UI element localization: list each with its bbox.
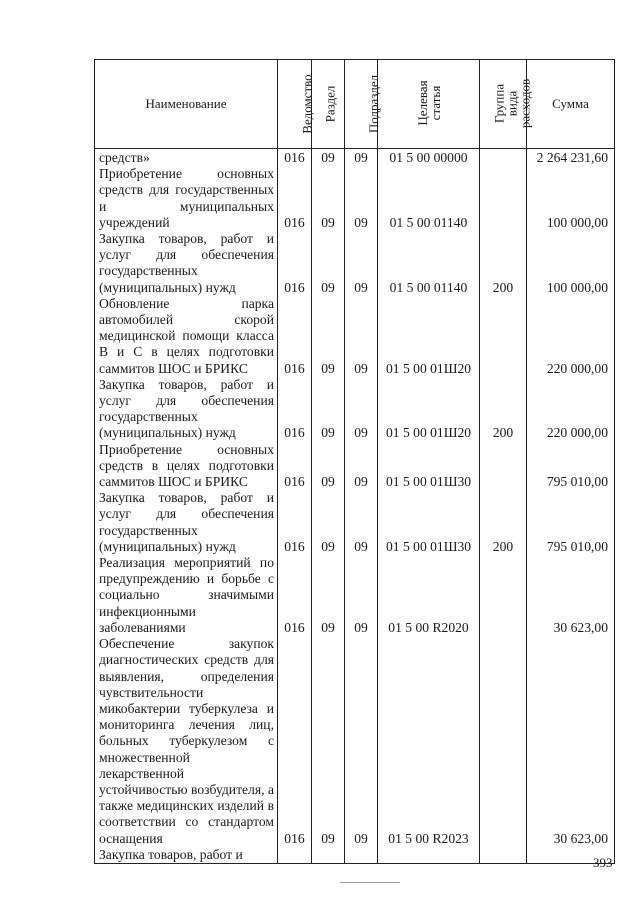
row-gruppa <box>480 149 527 167</box>
table-row <box>95 555 615 636</box>
row-gruppa <box>480 636 527 847</box>
row-vedomstvo: 016 <box>278 636 312 847</box>
row-summa: 100 000,00 <box>527 166 615 231</box>
row-summa: 100 000,00 <box>527 231 615 296</box>
row-name: средств» <box>95 149 278 167</box>
row-razdel <box>312 847 345 864</box>
row-name: Закупка товаров, работ и услуг для обеспечения государственных (муниципальных) нужд <box>95 490 278 555</box>
row-vedomstvo: 016 <box>278 490 312 555</box>
row-vedomstvo: 016 <box>278 377 312 442</box>
row-gruppa <box>480 166 527 231</box>
row-gruppa: 200 <box>480 231 527 296</box>
header-razdel: Раздел <box>312 60 345 149</box>
row-razdel: 09 <box>312 490 345 555</box>
header-gruppa-vida-raskhodov: Группа вида расходов <box>480 60 527 149</box>
table-header-row <box>95 60 615 149</box>
row-vedomstvo: 016 <box>278 442 312 491</box>
row-gruppa <box>480 296 527 377</box>
row-summa: 2 264 231,60 <box>527 149 615 167</box>
row-vedomstvo: 016 <box>278 555 312 636</box>
row-vedomstvo: 016 <box>278 296 312 377</box>
row-razdel: 09 <box>312 166 345 231</box>
row-celevaya: 01 5 00 01Ш20 <box>378 296 480 377</box>
table-row <box>95 847 615 864</box>
row-razdel: 09 <box>312 149 345 167</box>
row-gruppa <box>480 847 527 864</box>
row-vedomstvo: 016 <box>278 231 312 296</box>
header-name: Наименование <box>95 60 278 149</box>
row-razdel: 09 <box>312 231 345 296</box>
row-razdel: 09 <box>312 555 345 636</box>
row-podrazdel: 09 <box>345 555 378 636</box>
row-podrazdel: 09 <box>345 377 378 442</box>
row-podrazdel: 09 <box>345 490 378 555</box>
row-gruppa <box>480 555 527 636</box>
row-podrazdel: 09 <box>345 296 378 377</box>
row-gruppa: 200 <box>480 490 527 555</box>
table-row <box>95 296 615 377</box>
row-summa: 220 000,00 <box>527 296 615 377</box>
table-row <box>95 636 615 847</box>
row-name: Закупка товаров, работ и <box>95 847 278 864</box>
table-row <box>95 377 615 442</box>
row-name: Обеспечение закупок диагностических средств для выявления, определения чувствительности микобактерии туберкулеза и мониторинга лечения лиц, больных туберкулезом с множественной лекарственной устойчивостью возбудителя, а также медицинских изделий в соответствии со стандартом оснащения <box>95 636 278 847</box>
row-podrazdel <box>345 847 378 864</box>
row-podrazdel: 09 <box>345 149 378 167</box>
row-celevaya <box>378 847 480 864</box>
budget-table <box>94 59 615 864</box>
row-gruppa: 200 <box>480 377 527 442</box>
row-razdel: 09 <box>312 442 345 491</box>
row-celevaya: 01 5 00 01Ш30 <box>378 442 480 491</box>
row-vedomstvo: 016 <box>278 166 312 231</box>
row-celevaya: 01 5 00 R2020 <box>378 555 480 636</box>
row-summa: 795 010,00 <box>527 490 615 555</box>
header-vedomstvo: Ведомство <box>278 60 312 149</box>
row-summa: 220 000,00 <box>527 377 615 442</box>
row-summa: 30 623,00 <box>527 636 615 847</box>
header-summa: Сумма <box>527 60 615 149</box>
row-celevaya: 01 5 00 01140 <box>378 166 480 231</box>
row-razdel: 09 <box>312 636 345 847</box>
row-razdel: 09 <box>312 296 345 377</box>
row-vedomstvo <box>278 847 312 864</box>
row-podrazdel: 09 <box>345 636 378 847</box>
row-name: Приобретение основных средств для государственных и муниципальных учреждений <box>95 166 278 231</box>
row-razdel: 09 <box>312 377 345 442</box>
table-row <box>95 490 615 555</box>
table-row <box>95 166 615 231</box>
row-name: Приобретение основных средств в целях подготовки саммитов ШОС и БРИКС <box>95 442 278 491</box>
row-gruppa <box>480 442 527 491</box>
row-celevaya: 01 5 00 01140 <box>378 231 480 296</box>
row-celevaya: 01 5 00 01Ш20 <box>378 377 480 442</box>
row-summa: 795 010,00 <box>527 442 615 491</box>
row-vedomstvo: 016 <box>278 149 312 167</box>
row-name: Обновление парка автомобилей скорой медицинской помощи класса B и C в целях подготовки саммитов ШОС и БРИКС <box>95 296 278 377</box>
scan-artifact-line <box>340 882 400 883</box>
header-podrazdel: Подраздел <box>345 60 378 149</box>
row-celevaya: 01 5 00 R2023 <box>378 636 480 847</box>
row-podrazdel: 09 <box>345 166 378 231</box>
table-row <box>95 231 615 296</box>
row-summa: 30 623,00 <box>527 555 615 636</box>
row-name: Реализация мероприятий по предупреждению и борьбе с социально значимыми инфекционными заболеваниями <box>95 555 278 636</box>
row-celevaya: 01 5 00 01Ш30 <box>378 490 480 555</box>
page-number: 393 <box>593 855 613 870</box>
row-podrazdel: 09 <box>345 442 378 491</box>
header-celevaya-statya: Целевая статья <box>378 60 480 149</box>
row-name: Закупка товаров, работ и услуг для обеспечения государственных (муниципальных) нужд <box>95 231 278 296</box>
table-row <box>95 442 615 491</box>
table-row <box>95 149 615 167</box>
row-name: Закупка товаров, работ и услуг для обеспечения государственных (муниципальных) нужд <box>95 377 278 442</box>
row-celevaya: 01 5 00 00000 <box>378 149 480 167</box>
row-podrazdel: 09 <box>345 231 378 296</box>
